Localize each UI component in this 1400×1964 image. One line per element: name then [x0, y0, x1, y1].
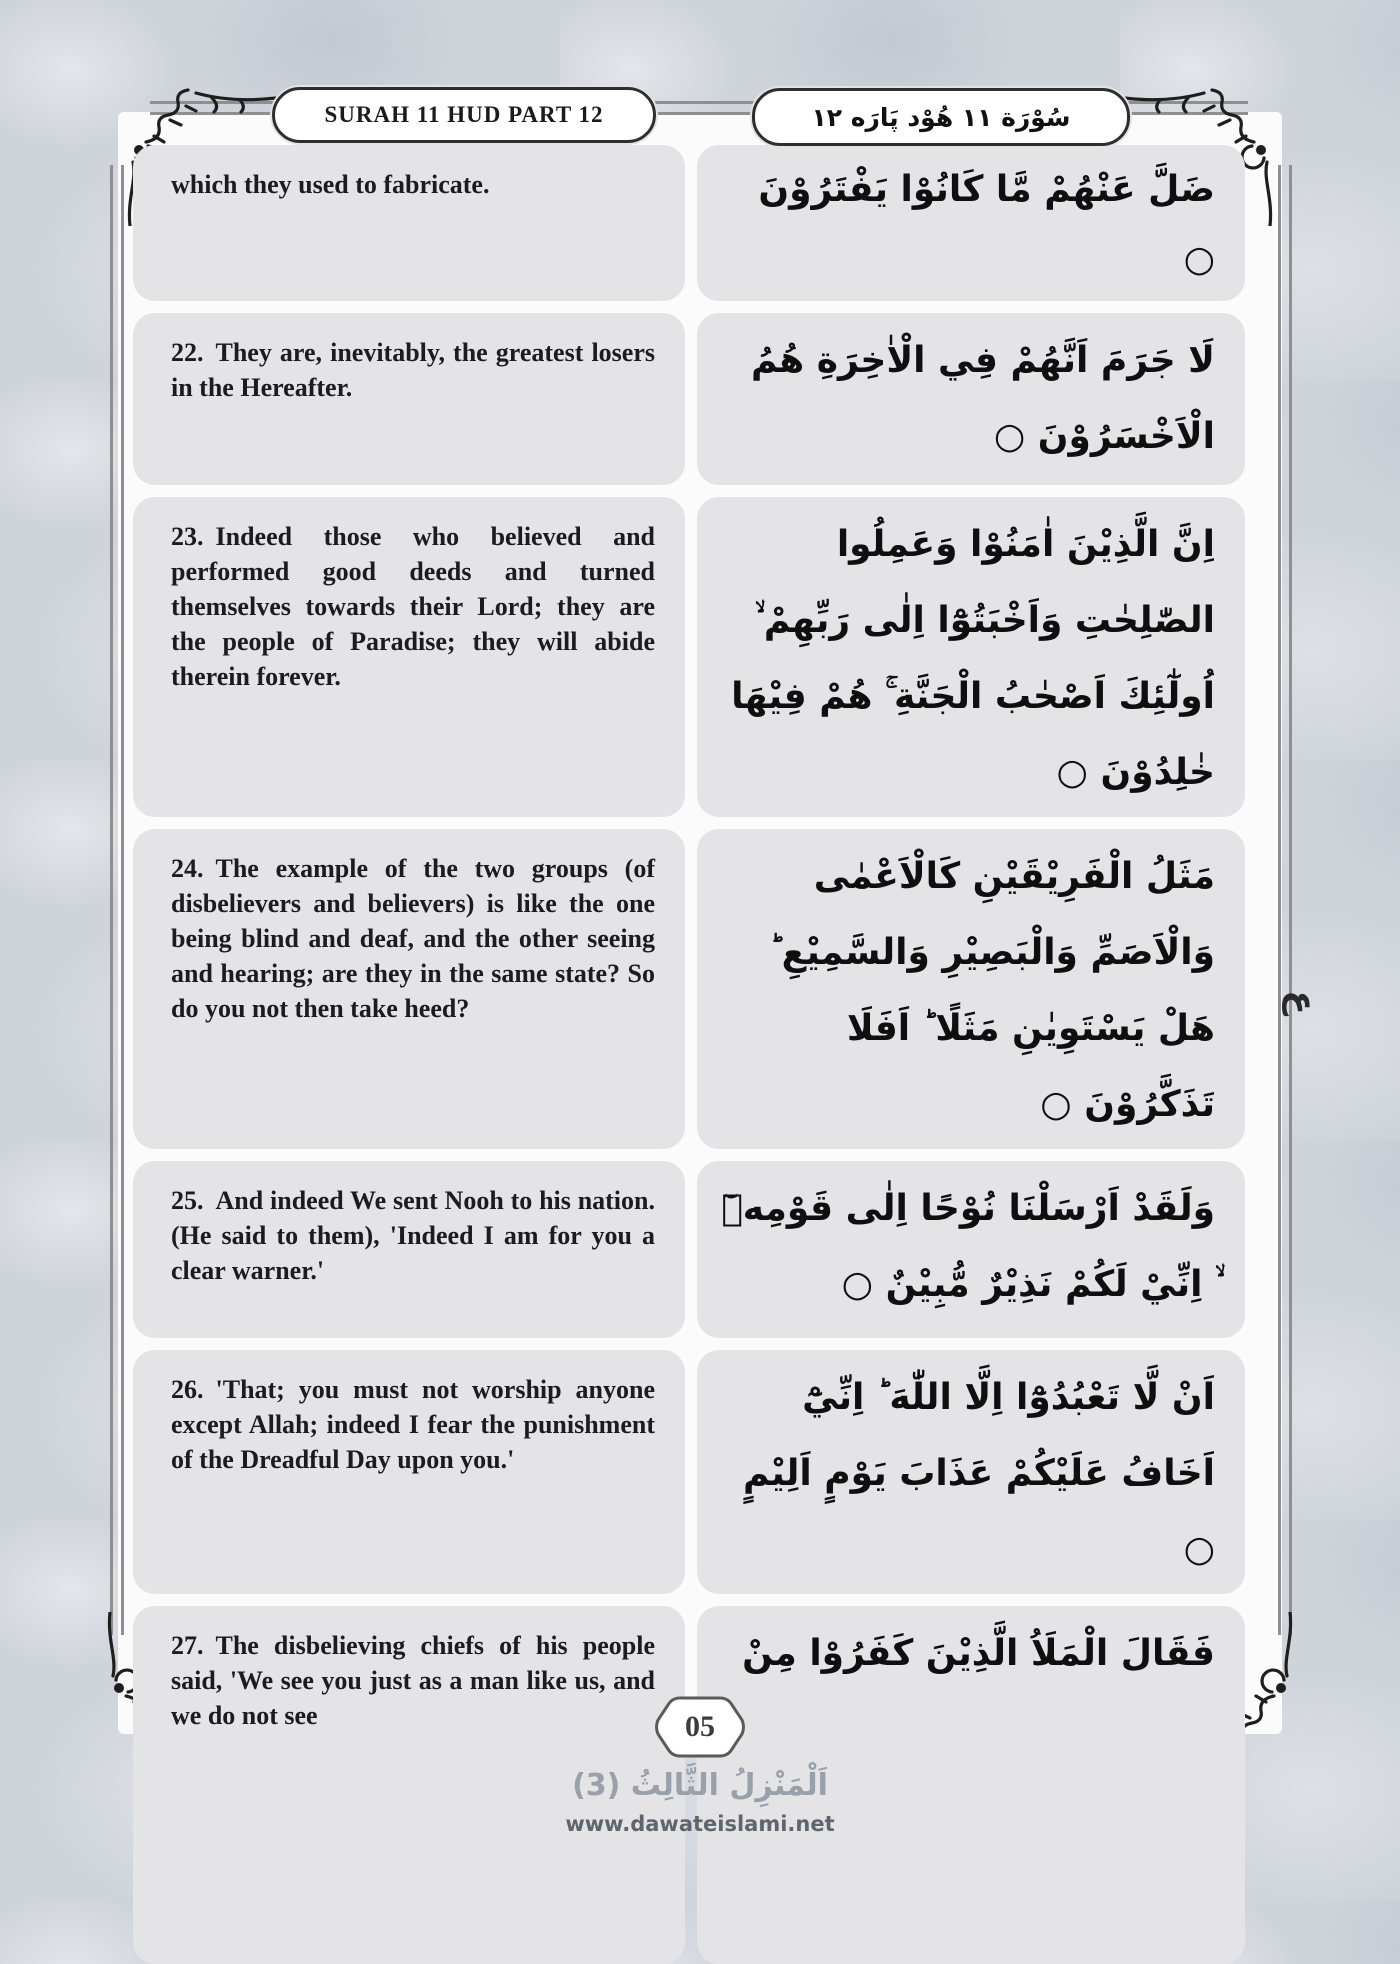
- verse-row: [133, 497, 1245, 817]
- arabic-verse-text: وَلَقَدْ اَرْسَلْنَا نُوْحًا اِلٰى قَوْمِهٖٓ ۙ اِنِّيْ لَكُمْ نَذِيْرٌ مُّبِيْنٌ ○: [721, 1188, 1215, 1305]
- verse-number: 22.: [171, 338, 204, 367]
- verse-number: 26.: [171, 1375, 204, 1404]
- arabic-verse-text: لَا جَرَمَ اَنَّهُمْ فِي الْاٰخِرَةِ هُمُ الْاَخْسَرُوْنَ ○: [751, 340, 1215, 457]
- arabic-verse-card: [697, 1161, 1245, 1338]
- verse-translation: Indeed those who believed and performed good deeds and turned themselves towards their Lord; they are the people of Paradise; they will abide therein forever.: [171, 522, 655, 691]
- verse-number: 23.: [171, 522, 204, 551]
- arabic-verse-text: ضَلَّ عَنْهُمْ مَّا كَانُوْا يَفْتَرُوْنَ ○: [758, 169, 1215, 280]
- translation-card: [133, 497, 685, 817]
- header-surah-title-ar: [752, 88, 1130, 146]
- website-url: www.dawateislami.net: [565, 1812, 835, 1836]
- surah-title-ar-label: سُوْرَة ۱۱ هُوْد پَارَه ۱۲: [811, 102, 1071, 132]
- arabic-verse-card: [697, 829, 1245, 1149]
- arabic-verse-card: [697, 145, 1245, 301]
- translation-card: [133, 313, 685, 485]
- page-number-badge: [650, 1694, 750, 1760]
- translation-card: [133, 145, 685, 301]
- verse-translation: 'That; you must not worship anyone except Allah; indeed I fear the punishment of the Dreadful Day upon you.': [171, 1375, 655, 1474]
- verse-number: 24.: [171, 854, 204, 883]
- page-number: 05: [685, 1709, 715, 1743]
- surah-title-en-label: SURAH 11 HUD PART 12: [324, 102, 604, 127]
- header-surah-title-en: [272, 87, 656, 143]
- ruku-margin-marker: ع: [1281, 990, 1323, 1015]
- verse-row: [133, 145, 1245, 301]
- translation-card: [133, 1161, 685, 1338]
- frame-left-rule: [110, 165, 124, 1635]
- arabic-verse-card: [697, 1350, 1245, 1594]
- verse-list: [133, 145, 1245, 1964]
- verse-row: [133, 313, 1245, 485]
- verse-number: 25.: [171, 1186, 204, 1215]
- verse-translation: They are, inevitably, the greatest losers in the Hereafter.: [171, 338, 655, 402]
- arabic-verse-card: [697, 497, 1245, 817]
- arabic-verse-text: مَثَلُ الْفَرِيْقَيْنِ كَالْاَعْمٰى وَالْاَصَمِّ وَالْبَصِيْرِ وَالسَّمِيْعِ ؕ هَلْ يَسْتَوِيٰنِ مَثَلًا ؕ اَفَلَا تَذَكَّرُوْنَ ○: [769, 856, 1215, 1125]
- verse-translation: which they used to fabricate.: [171, 170, 490, 199]
- verse-translation: And indeed We sent Nooh to his nation. (He said to them), 'Indeed I am for you a clear warner.': [171, 1186, 655, 1285]
- arabic-verse-text: اِنَّ الَّذِيْنَ اٰمَنُوْا وَعَمِلُوا الصّٰلِحٰتِ وَاَخْبَتُوْٓا اِلٰى رَبِّهِمْ ۙ اُولٰٓئِكَ اَصْحٰبُ الْجَنَّةِ ۚ هُمْ فِيْهَا خٰلِدُوْنَ ○: [731, 524, 1215, 793]
- verse-translation: The disbelieving chiefs of his people said, 'We see you just as a man like us, and we do not see: [171, 1631, 655, 1730]
- arabic-verse-text: فَقَالَ الْمَلَاُ الَّذِيْنَ كَفَرُوْا مِنْ: [742, 1633, 1215, 1674]
- verse-row: [133, 1350, 1245, 1594]
- verse-row: [133, 1161, 1245, 1338]
- arabic-verse-card: [697, 313, 1245, 485]
- translation-card: [133, 829, 685, 1149]
- translation-card: [133, 1350, 685, 1594]
- verse-number: 27.: [171, 1631, 204, 1660]
- arabic-verse-text: اَنْ لَّا تَعْبُدُوْٓا اِلَّا اللّٰهَ ؕ اِنِّيْٓ اَخَافُ عَلَيْكُمْ عَذَابَ يَوْمٍ اَلِيْمٍ ○: [742, 1377, 1215, 1570]
- verse-row: [133, 829, 1245, 1149]
- frame-right-rule: [1278, 165, 1292, 1635]
- manzil-label: اَلْمَنْزِلُ الثَّالِثُ (3): [572, 1768, 828, 1803]
- verse-translation: The example of the two groups (of disbelievers and believers) is like the one being blind and deaf, and the other seeing and hearing; are they in the same state? So do you not then take heed?: [171, 854, 655, 1023]
